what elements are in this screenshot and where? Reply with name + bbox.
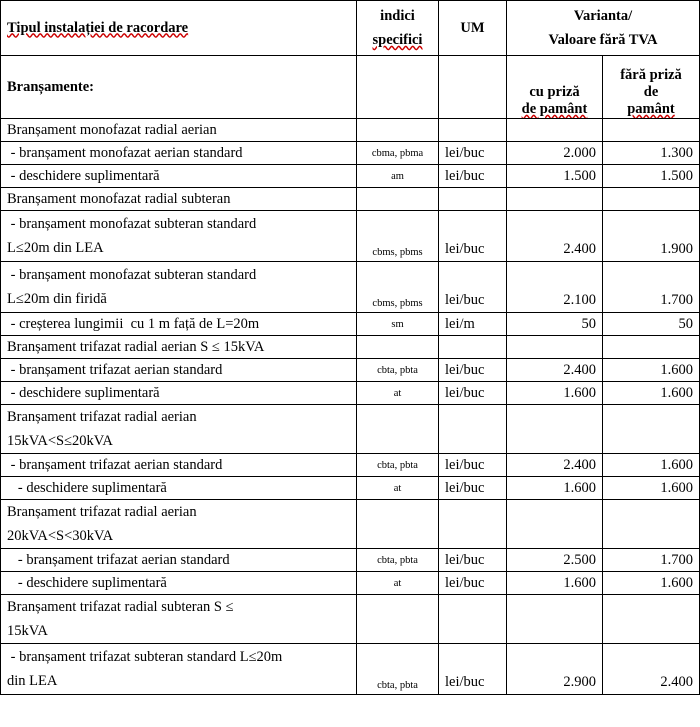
item-label: - branșament trifazat aerian standard [1, 454, 357, 477]
item-label-line2: L≤20m din firidă [7, 291, 107, 307]
table-row [1, 313, 700, 336]
empty-cell [439, 188, 507, 211]
section-label: Branșamente: [1, 56, 357, 119]
value-without-grounding: 1.600 [603, 382, 700, 405]
table-row [1, 454, 700, 477]
item-label-line2: din LEA [7, 673, 58, 689]
header-row [1, 1, 700, 56]
item-label-line1: - branșament monofazat subteran standard [7, 216, 257, 232]
empty-cell [507, 119, 603, 142]
empty-cell [357, 500, 439, 549]
empty-cell [507, 500, 603, 549]
item-label-line1: - branșament monofazat subteran standard [7, 267, 257, 283]
empty-cell [439, 336, 507, 359]
specific-index: at [357, 382, 439, 405]
unit: lei/buc [439, 359, 507, 382]
value-without-grounding: 1.300 [603, 142, 700, 165]
unit: lei/m [439, 313, 507, 336]
item-label: - branșament trifazat aerian standard [1, 359, 357, 382]
value-with-grounding: 2.000 [507, 142, 603, 165]
section-title-line2: 15kVA<S≤20kVA [7, 433, 113, 449]
value-without-grounding: 1.500 [603, 165, 700, 188]
value-with-grounding: 2.400 [507, 211, 603, 262]
specific-index: cbma, pbma [357, 142, 439, 165]
item-label: - deschidere suplimentară [1, 572, 357, 595]
value-without-grounding: 1.900 [603, 211, 700, 262]
header-without-grounding: fără priză de pamânt [603, 56, 700, 119]
empty-cell [507, 595, 603, 644]
header-um: UM [439, 1, 507, 56]
header-with-grounding: cu priză de pamânt [507, 56, 603, 119]
specific-index: cbms, pbms [357, 211, 439, 262]
unit: lei/buc [439, 572, 507, 595]
header-variant: Varianta/ Valoare fără TVA [507, 1, 700, 56]
section-row [1, 500, 700, 549]
item-label-line2: L≤20m din LEA [7, 240, 104, 256]
table-row [1, 549, 700, 572]
section-title-line1: Branșament trifazat radial aerian [7, 504, 197, 520]
value-without-grounding: 1.600 [603, 477, 700, 500]
table-row [1, 142, 700, 165]
empty-cell [439, 119, 507, 142]
section-title-line1: Branșament trifazat radial aerian [7, 409, 197, 425]
item-label: - creșterea lungimii cu 1 m față de L=20m [1, 313, 357, 336]
table-row [1, 382, 700, 405]
empty-cell [507, 405, 603, 454]
value-without-grounding: 50 [603, 313, 700, 336]
section-row [1, 119, 700, 142]
table-row [1, 165, 700, 188]
specific-index: am [357, 165, 439, 188]
section-title-line1: Branșament trifazat radial subteran S ≤ [7, 599, 234, 615]
item-label: - branșament monofazat aerian standard [1, 142, 357, 165]
unit: lei/buc [439, 454, 507, 477]
header-specific-indices: indici specifici [357, 1, 439, 56]
section-row [1, 405, 700, 454]
empty-cell [603, 188, 700, 211]
empty-cell [357, 595, 439, 644]
item-label [1, 211, 357, 262]
specific-index: cbta, pbta [357, 644, 439, 695]
unit: lei/buc [439, 142, 507, 165]
specific-index: cbta, pbta [357, 359, 439, 382]
section-row [1, 188, 700, 211]
value-with-grounding: 2.500 [507, 549, 603, 572]
section-title: Branșament trifazat radial aerian S ≤ 15kVA [1, 336, 357, 359]
section-title: Branșament monofazat radial aerian [1, 119, 357, 142]
value-without-grounding: 1.600 [603, 454, 700, 477]
empty-cell [603, 595, 700, 644]
unit: lei/buc [439, 477, 507, 500]
value-with-grounding: 1.600 [507, 382, 603, 405]
empty-cell [603, 336, 700, 359]
value-without-grounding: 1.600 [603, 359, 700, 382]
specific-index: at [357, 477, 439, 500]
empty-cell [357, 188, 439, 211]
unit: lei/buc [439, 262, 507, 313]
empty-cell [357, 405, 439, 454]
item-label [1, 644, 357, 695]
section-title: Branșament monofazat radial subteran [1, 188, 357, 211]
value-with-grounding: 2.900 [507, 644, 603, 695]
specific-index: sm [357, 313, 439, 336]
specific-index: cbta, pbta [357, 454, 439, 477]
section-title-line2: 20kVA<S<30kVA [7, 528, 114, 544]
section-title [1, 595, 357, 644]
value-without-grounding: 1.700 [603, 262, 700, 313]
empty-cell [603, 405, 700, 454]
value-with-grounding: 1.500 [507, 165, 603, 188]
empty-cell [603, 119, 700, 142]
unit: lei/buc [439, 644, 507, 695]
value-with-grounding: 50 [507, 313, 603, 336]
value-with-grounding: 1.600 [507, 477, 603, 500]
item-label: - deschidere suplimentară [1, 477, 357, 500]
value-without-grounding: 1.700 [603, 549, 700, 572]
header-installation-type: Tipul instalației de racordare [1, 1, 357, 56]
unit: lei/buc [439, 165, 507, 188]
empty-cell [439, 595, 507, 644]
value-with-grounding: 2.400 [507, 359, 603, 382]
item-label: - branșament trifazat aerian standard [1, 549, 357, 572]
table-row [1, 644, 700, 695]
empty-cell [507, 336, 603, 359]
item-label: - deschidere suplimentară [1, 382, 357, 405]
specific-index: at [357, 572, 439, 595]
unit: lei/buc [439, 549, 507, 572]
section-row [1, 336, 700, 359]
specific-index: cbms, pbms [357, 262, 439, 313]
value-without-grounding: 1.600 [603, 572, 700, 595]
specific-index: cbta, pbta [357, 549, 439, 572]
value-with-grounding: 2.100 [507, 262, 603, 313]
table-row [1, 572, 700, 595]
value-without-grounding: 2.400 [603, 644, 700, 695]
section-title [1, 500, 357, 549]
table-row [1, 359, 700, 382]
empty-cell [507, 188, 603, 211]
table-row [1, 477, 700, 500]
empty-cell [439, 500, 507, 549]
empty-cell [357, 336, 439, 359]
value-with-grounding: 2.400 [507, 454, 603, 477]
unit: lei/buc [439, 382, 507, 405]
value-with-grounding: 1.600 [507, 572, 603, 595]
item-label: - deschidere suplimentară [1, 165, 357, 188]
item-label-line1: - branșament trifazat subteran standard L≤20m [7, 649, 283, 665]
unit: lei/buc [439, 211, 507, 262]
empty-cell [439, 405, 507, 454]
item-label [1, 262, 357, 313]
section-row [1, 595, 700, 644]
empty-cell [357, 119, 439, 142]
empty-cell [603, 500, 700, 549]
section-title-line2: 15kVA [7, 623, 48, 639]
table-row [1, 211, 700, 262]
table-row [1, 262, 700, 313]
header-subrow [1, 56, 700, 119]
section-title [1, 405, 357, 454]
